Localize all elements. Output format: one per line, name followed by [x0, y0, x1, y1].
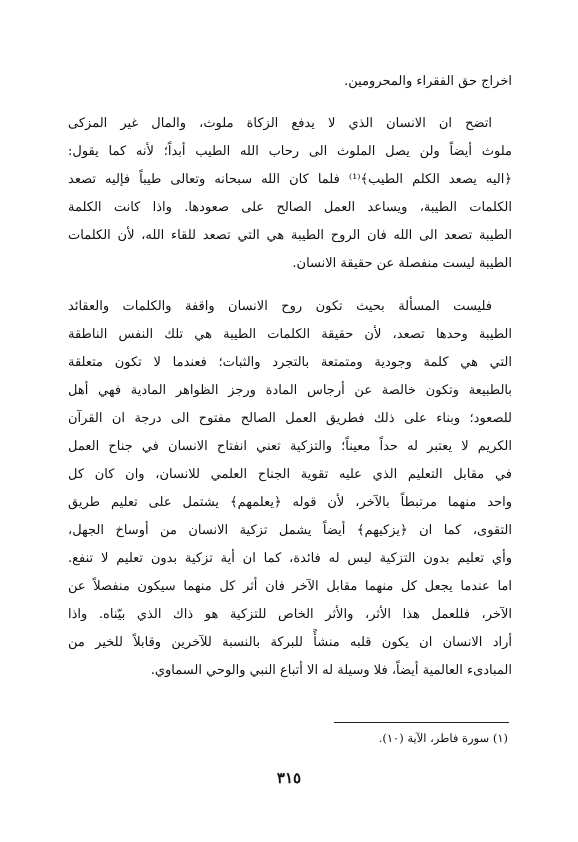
text-line: الكريم لا يعتبر له حداً معيناً؛ والتزكية تعني انفتاح الانسان في جناح العمل	[68, 439, 512, 454]
text-line: اخراج حق الفقراء والمحرومين.	[344, 74, 512, 89]
footnote-divider	[334, 722, 509, 723]
text-line: التقوى، كما ان ﴿يزكيهم﴾ أيضاً يشمل تزكية الانسان من أوساخ الجهل،	[68, 523, 512, 538]
text-line: المبادىء العالمية أيضاً، فلا وسيلة له الا أتباع النبي والوحي السماوي.	[150, 663, 512, 678]
text-line: فليست المسألة بحيث تكون روح الانسان واقفة والكلمات والعقائد	[68, 299, 492, 314]
footnote: (١) سورة فاطر، الآية (١٠).	[378, 731, 508, 745]
text-line: الكلمات الطيبة، ويساعد العمل الصالح على صعودها. واذا كانت الكلمة	[68, 200, 512, 215]
text-line: الطيبة تصعد الى الله فان الروح الطيبة هي التي تصعد للقاء الله، لأن الكلمات	[68, 228, 512, 243]
text-line: الطيبة وحدها تصعد، لأن حقيقة الكلمات الطيبة هي تلك النفس الناطقة	[68, 327, 512, 342]
text-line: اتضح ان الانسان الذي لا يدفع الزكاة ملوث، والمال غير المزكى	[68, 116, 492, 131]
text-line: أراد الانسان ان يكون قلبه منشأً للبركة بالنسبة للآخرين وقابلاً للخير من	[68, 635, 512, 650]
page-number: ٣١٥	[276, 769, 302, 787]
text-line: واحد منهما مرتبطاً بالآخر، لأن قوله ﴿يعلمهم﴾ يشتمل على تعليم طريق	[68, 495, 512, 510]
text-line: للصعود؛ وبناء على ذلك فطريق العمل الصالح مفتوح الى درجة ان القرآن	[68, 411, 512, 426]
text-line: في مقابل التعليم الذي عليه تقوية الجناح العلمي للانسان، وان كان كل	[68, 467, 512, 482]
text-line: بالطبيعة وتكون خالصة عن أرجاس المادة ورجز الظواهر المادية فهي أهل	[68, 383, 512, 398]
text-line: التي هي كلمة وجودية ومتمتعة بالتجرد والثبات؛ فعندما لا تكون متعلقة	[68, 355, 512, 370]
text-line: الآخر، فللعمل هذا الأثر، والأثر الخاص للتزكية هو ذاك الذي بيّناه. واذا	[68, 607, 512, 622]
text-line: وأي تعليم بدون التزكية ليس له فائدة، كما ان أية تزكية بدون تعليم لا تنفع.	[68, 551, 512, 566]
text-line: ﴿اليه يصعد الكلم الطيب﴾⁽¹⁾ فلما كان الله سبحانه وتعالى طيباً فإليه تصعد	[68, 172, 512, 187]
text-line: ملوث أيضاً ولن يصل الملوث الى رحاب الله الطيب أبداً؛ لأنه كما يقول:	[68, 144, 512, 159]
text-line: اما عندما يجعل كل منهما مقابل الآخر فان أثر كل منهما سيكون منفصلاً عن	[68, 579, 512, 594]
text-line: الطيبة ليست منفصلة عن حقيقة الانسان.	[292, 256, 512, 271]
